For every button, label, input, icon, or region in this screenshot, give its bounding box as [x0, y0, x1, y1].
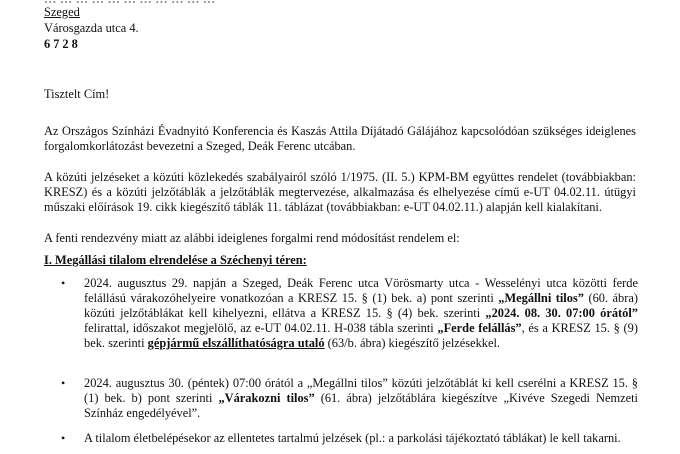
bullet-text: 2024. augusztus 29. napján a Szeged, Deák Ferenc utca Vörösmarty utca - Wesselényi utca közötti ferde felállású várakozóhelyeire vonatkozóan a KRESZ 15. § (1) bek. a) pont szerinti — [84, 276, 638, 305]
bullet-list-2 — [44, 376, 638, 421]
tow-away-label: gépjármű elszállíthatóságra utaló — [147, 336, 325, 350]
bullet-text: , és a KRESZ 15. § (9) bek. szerinti — [84, 321, 638, 350]
bullet-text: (63/b. ábra) kiegészítő jelzésekkel. — [324, 336, 501, 350]
recipient-street: Városgazda utca 4. — [44, 21, 139, 35]
bullet-list-3 — [44, 431, 638, 446]
bullet-text: 2024. augusztus 30. (péntek) 07:00 órától a „Megállni tilos” közúti jelzőtáblát ki kell cserélni a KRESZ 15. § (1) bek. b) pont szerinti — [84, 376, 638, 405]
bullet-icon: • — [61, 431, 66, 445]
paragraph-order: A fenti rendezvény miatt az alábbi ideiglenes forgalmi rend módosítást rendelem el: — [44, 231, 460, 245]
list-item — [44, 276, 638, 351]
bullet-list-1 — [44, 276, 638, 351]
sign-name-varakozni-tilos: „Várakozni tilos” — [218, 391, 315, 405]
paragraph-intro: Az Országos Színházi Évadnyitó Konferencia és Kaszás Attila Díjátadó Gálájához kapcsolódóan szükséges ideiglenes forgalomkorlátozást bevezetni a Szeged, Deák Ferenc utcában. — [44, 124, 636, 153]
bullet-icon: • — [61, 276, 66, 290]
recipient-zip: 6728 — [44, 37, 81, 51]
salutation: Tisztelt Cím! — [44, 87, 110, 101]
bullet-text: A tilalom életbelépésekor az ellentetes tartalmú jelzések (pl.: a parkolási tájékoztató táblákat) le kell takarni. — [84, 431, 621, 445]
list-item — [44, 431, 638, 446]
sign-name-ferde-felallas: „Ferde felállás” — [437, 321, 522, 335]
bullet-icon: • — [61, 376, 66, 390]
date-time-label: „2024. 08. 30. 07:00 órától” — [485, 306, 639, 320]
list-item — [44, 376, 638, 421]
recipient-city: Szeged — [44, 5, 80, 19]
bullet-text: (60. ábra) közúti jelzőtáblákat kell kihelyezni, ellátva a KRESZ 15. § (4) bek. szerinti — [84, 291, 638, 320]
bullet-text: (61. ábra) jelzőtáblára kiegészítve „Kivéve Szegedi Nemzeti Színház engedélyével”. — [84, 391, 638, 420]
paragraph-legal-basis: A közúti jelzéseket a közúti közlekedés szabályairól szóló 1/1975. (II. 5.) KPM-BM együttes rendelet (továbbiakban: KRESZ) és a közúti jelzőtáblák a jelzőtáblák megtervezése, alkalmazása és elhelyezése című e-UT 04.02.11. útügyi műszaki előírások 19. cikk kiegészítő táblák 11. táblázat (továbbiakban: e-UT 04.02.11.) alapján kell kialakítani. — [44, 170, 636, 214]
sign-name-megallni-tilos: „Megállni tilos” — [498, 291, 584, 305]
bullet-text: felirattal, időszakot megjelölő, az e-UT 04.02.11. H-038 tábla szerinti — [84, 321, 438, 335]
section-title: I. Megállási tilalom elrendelése a Széchenyi téren: — [44, 253, 307, 267]
